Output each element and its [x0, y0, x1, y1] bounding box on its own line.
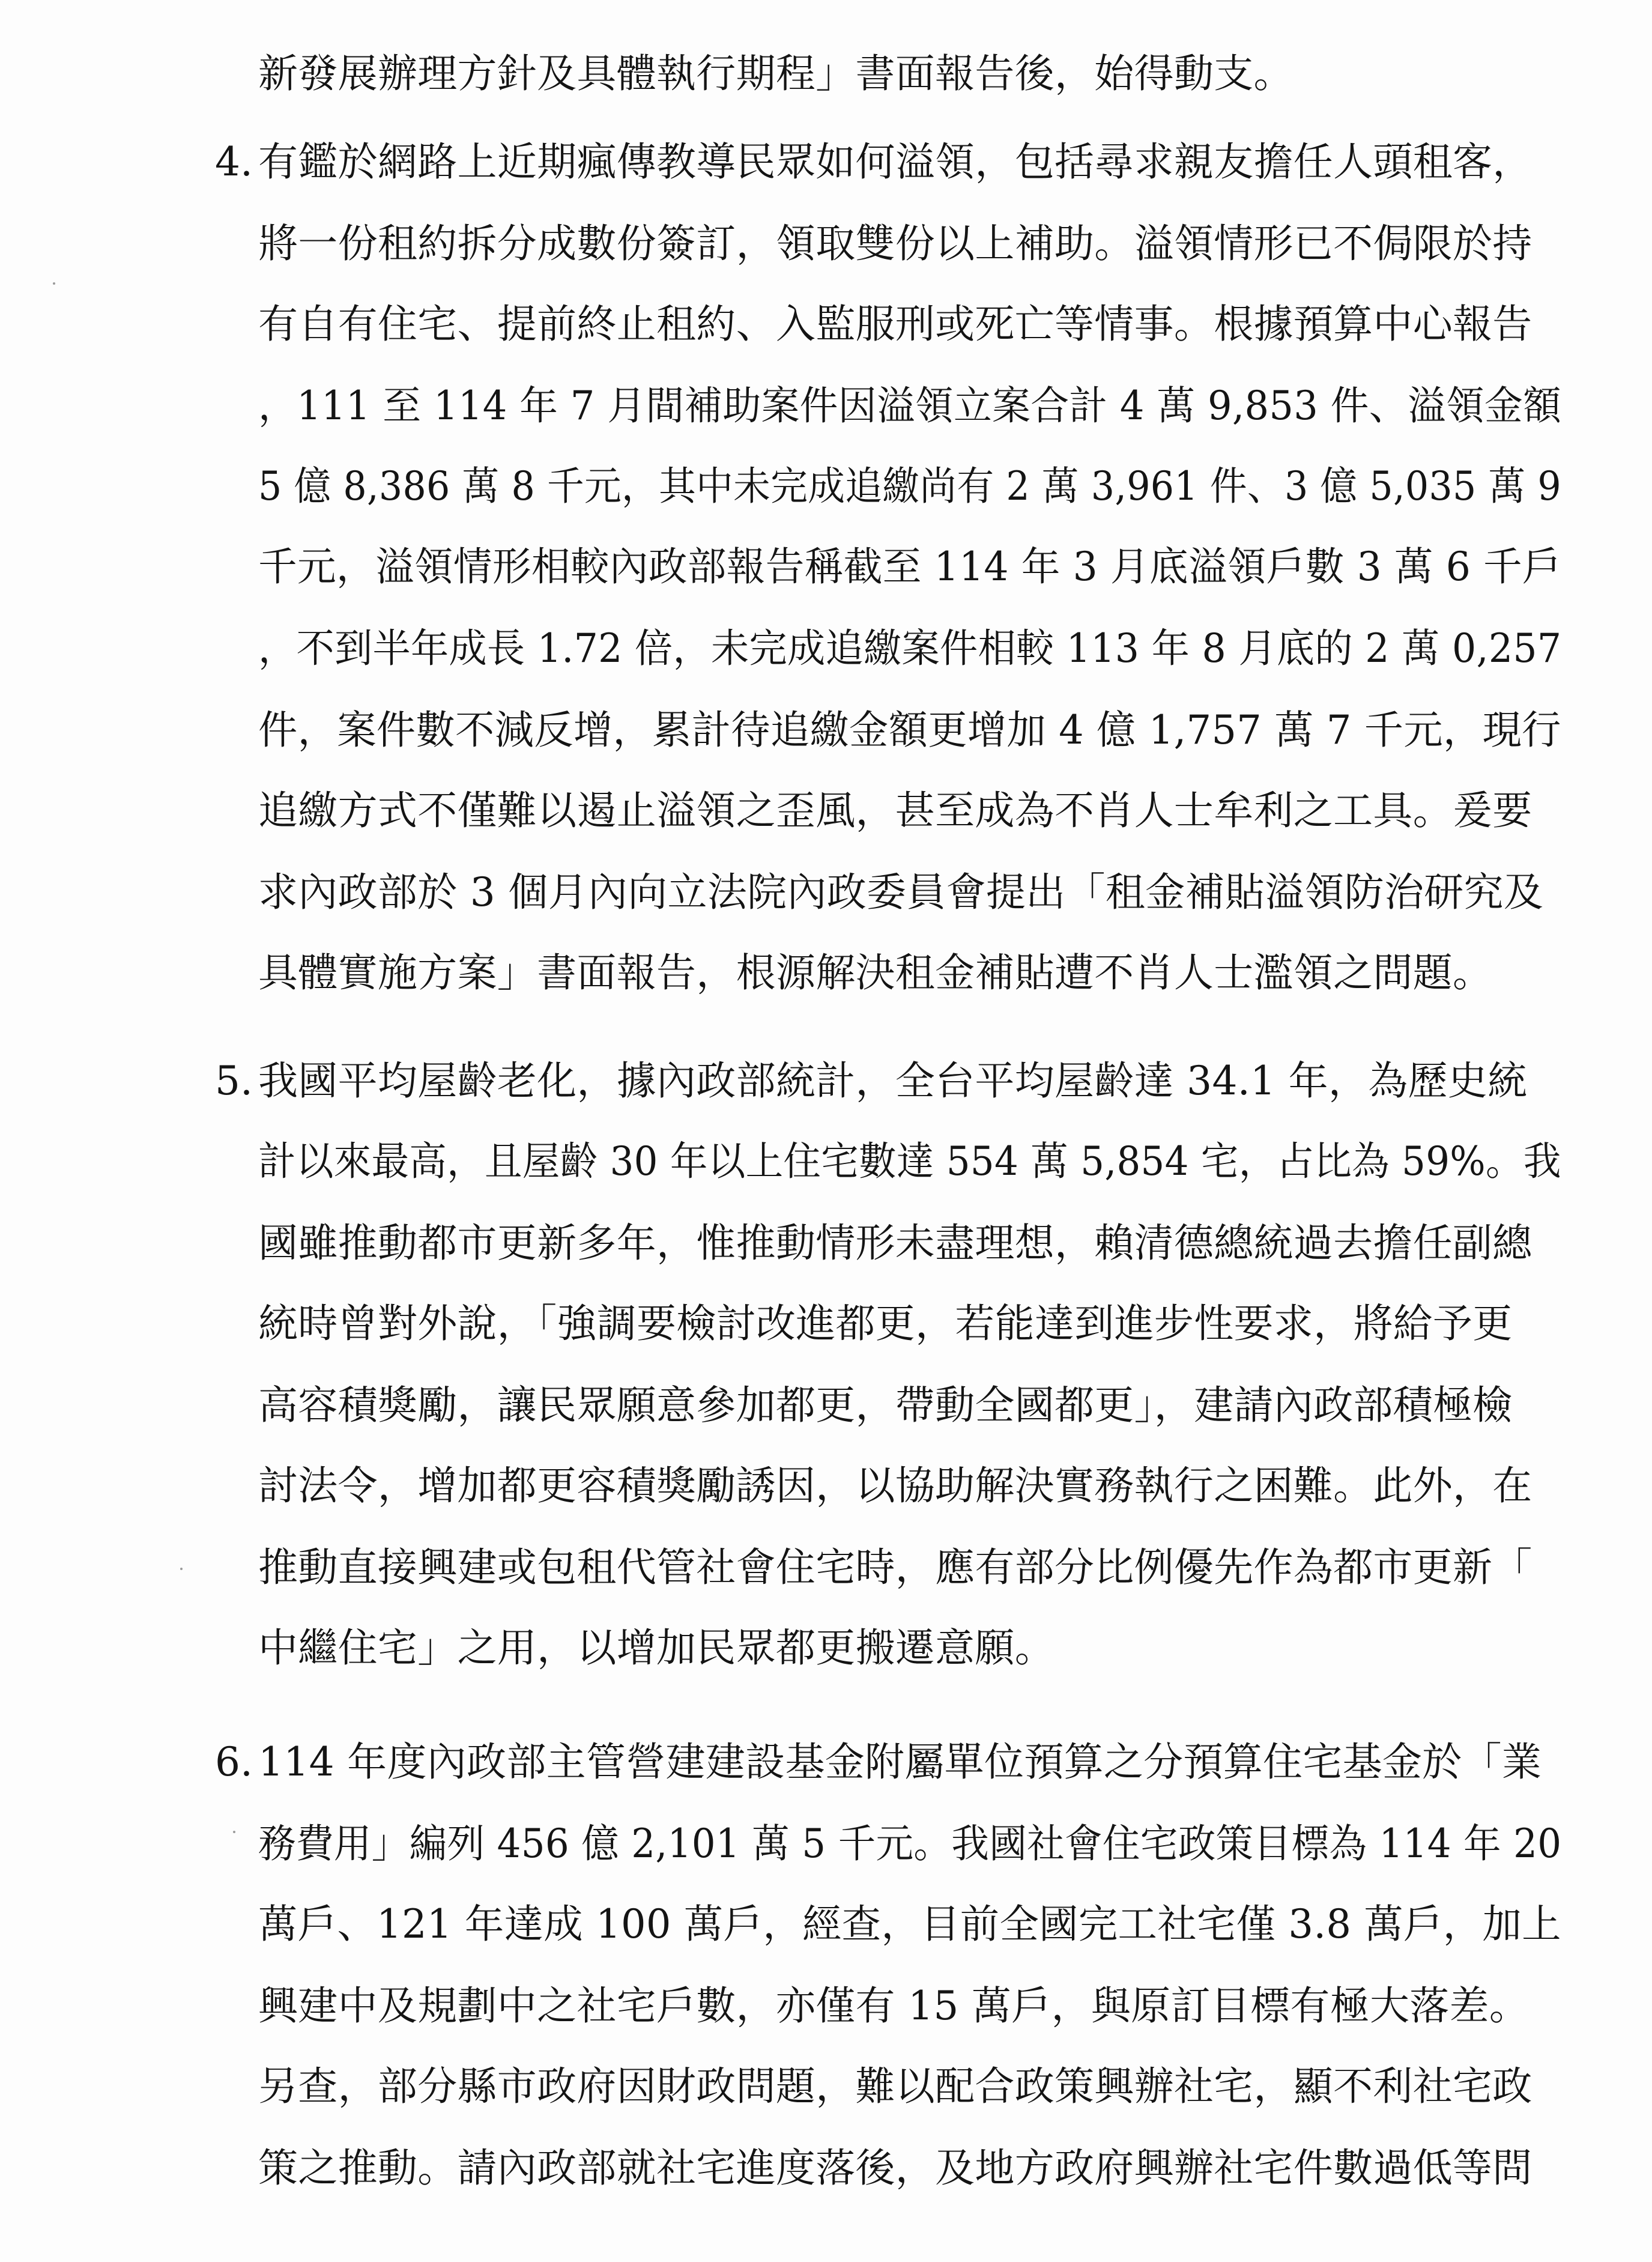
item-number-6: 6.: [215, 1739, 253, 1785]
text-line: ，不到半年成長 1.72 倍，未完成追繳案件相較 113 年 8 月底的 2 萬 0,257: [258, 625, 1562, 672]
text-line: 國雖推動都市更新多年，惟推動情形未盡理想，賴清德總統過去擔任副總: [258, 1220, 1532, 1266]
text-line: 新發展辦理方針及具體執行期程」書面報告後，始得動支。: [258, 50, 1293, 97]
text-line: 有自有住宅、提前終止租約、入監服刑或死亡等情事。根據預算中心報告: [258, 301, 1532, 347]
text-line: 務費用」編列 456 億 2,101 萬 5 千元。我國社會住宅政策目標為 114 年 20: [258, 1821, 1562, 1867]
text-line: 萬戶、121 年達成 100 萬戶，經查，目前全國完工社宅僅 3.8 萬戶，加上: [258, 1901, 1561, 1947]
text-line: 高容積獎勵，讓民眾願意參加都更，帶動全國都更」，建請內政部積極檢: [258, 1382, 1513, 1428]
text-line: 另查，部分縣市政府因財政問題，難以配合政策興辦社宅，顯不利社宅政: [258, 2063, 1532, 2109]
item-number-5: 5.: [215, 1058, 253, 1104]
scan-speck: [233, 1831, 235, 1833]
text-line: 我國平均屋齡老化，據內政部統計，全台平均屋齡達 34.1 年，為歷史統: [258, 1058, 1528, 1104]
text-line: 計以來最高，且屋齡 30 年以上住宅數達 554 萬 5,854 宅，占比為 59%。我: [258, 1138, 1561, 1184]
text-line: 114 年度內政部主管營建建設基金附屬單位預算之分預算住宅基金於「業: [258, 1739, 1542, 1785]
text-line: 有鑑於網路上近期瘋傳教導民眾如何溢領，包括尋求親友擔任人頭租客，: [258, 139, 1532, 185]
text-line: 統時曾對外說，「強調要檢討改進都更，若能達到進步性要求，將給予更: [258, 1300, 1513, 1347]
text-line: 將一份租約拆分成數份簽訂，領取雙份以上補助。溢領情形已不侷限於持: [258, 220, 1532, 267]
text-line: 策之推動。請內政部就社宅進度落後，及地方政府興辦社宅件數過低等問: [258, 2145, 1532, 2191]
item-number-4: 4.: [215, 139, 253, 185]
text-line: 求內政部於 3 個月內向立法院內政委員會提出「租金補貼溢領防治研究及: [258, 869, 1544, 915]
text-line: 千元，溢領情形相較內政部報告稱截至 114 年 3 月底溢領戶數 3 萬 6 千戶: [258, 544, 1562, 590]
scan-speck: [180, 1568, 183, 1570]
text-line: ，111 至 114 年 7 月間補助案件因溢領立案合計 4 萬 9,853 件、溢領金額: [258, 383, 1562, 429]
text-line: 討法令，增加都更容積獎勵誘因，以協助解決實務執行之困難。此外，在: [258, 1463, 1532, 1509]
text-line: 件，案件數不減反增，累計待追繳金額更增加 4 億 1,757 萬 7 千元，現行: [258, 707, 1561, 753]
text-line: 中繼住宅」之用，以增加民眾都更搬遷意願。: [258, 1625, 1054, 1671]
text-line: 推動直接興建或包租代管社會住宅時，應有部分比例優先作為都市更新「: [258, 1544, 1532, 1590]
text-line: 追繳方式不僅難以遏止溢領之歪風，甚至成為不肖人士牟利之工具。爰要: [258, 787, 1532, 834]
text-line: 興建中及規劃中之社宅戶數，亦僅有 15 萬戶，與原訂目標有極大落差。: [258, 1983, 1529, 2029]
text-line: 具體實施方案」書面報告，根源解決租金補貼遭不肖人士濫領之問題。: [258, 950, 1493, 996]
text-line: 5 億 8,386 萬 8 千元，其中未完成追繳尚有 2 萬 3,961 件、3 億 5,035 萬 9: [258, 463, 1562, 509]
scan-speck: [53, 282, 55, 285]
